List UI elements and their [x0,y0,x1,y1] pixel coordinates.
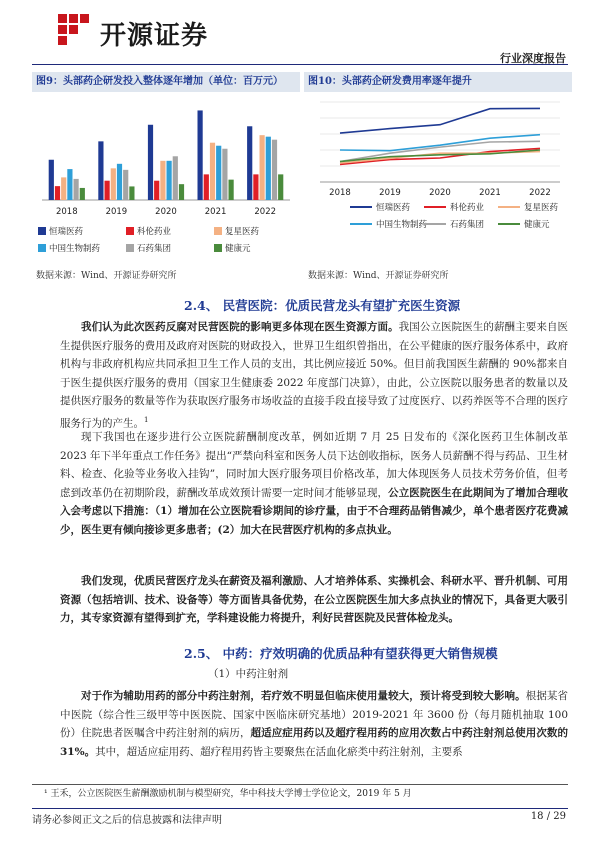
bar [167,161,172,200]
x-tick-label: 2021 [204,207,227,217]
legend-label: 健康元 [225,244,251,254]
header-rule [32,64,568,65]
bar [74,179,79,200]
paragraph-1 [60,318,568,433]
bar [105,181,110,200]
bar [173,156,178,200]
bar [210,143,215,200]
bar [229,180,234,200]
bar [67,169,72,200]
paragraph-4-lead: 对于作为辅助用药的部分中药注射剂，若疗效不明显但临床使用量较大，预计将受到较大影响。 [81,690,526,702]
paragraph-1-body: 我国公立医院医生的薪酬主要来自医生提供医疗服务的费用及政府对医院的财政投入，世界卫生组织曾指出，在公平健康的医疗服务体系中，政府机构与非政府机构应共同承担卫生工作人员的支出，其比例应接近 50%。但目前我国医生薪酬的 90%都来自于医生提供医疗服务的费用（国家卫生健康委 2022 年度部门决算），由此，公立医院以服务患者的数量以及提供医疗服务的数量等作为获取医疗服务市场收益的直接手段直接导致了过度医疗、以药养医等不合理的医疗服务行为的产生。 [60,321,569,429]
logo-mark-icon [58,14,89,45]
legend-label: 科伦药业 [137,227,172,237]
legend-swatch [38,244,46,252]
legend-label: 石药集团 [450,220,485,230]
paragraph-4-tail: 其中，超适应症用药、超疗程用药皆主要聚焦在活血化瘀类中药注射剂，主要系 [95,745,463,758]
series-line [340,108,540,133]
x-tick-label: 2022 [254,207,277,217]
paragraph-4-body: 根据某省中医院（综合性三级甲等中医医院、国家中医临床研究基地）2019-2021 年 3600 份（每月随机抽取 100 份）住院患者医嘱含中药注射剂的病历， [60,690,568,739]
x-tick-label: 2018 [55,207,78,217]
bar [98,141,103,200]
legend-swatch [38,227,46,235]
bar [222,149,227,200]
x-tick-label: 2019 [379,188,401,198]
legend-swatch [214,227,222,235]
report-type: 行业深度报告 [500,52,566,65]
paragraph-2 [60,428,568,539]
rd-ratio-line-chart [304,94,568,264]
legend-label: 石药集团 [137,244,172,254]
paragraph-4-emphasis: 超适应症用药以及超疗程用药的应用次数占中药注射剂总使用次数的 31%。 [60,727,568,758]
legend-label: 科伦药业 [450,203,485,213]
bar [160,161,165,200]
bar [80,188,85,200]
x-tick-label: 2018 [329,188,351,198]
footnote-ref: 1 [144,415,149,424]
x-tick-label: 2020 [429,188,451,198]
legend-swatch [126,227,134,235]
bar [253,174,258,200]
source-left: 数据来源：Wind、开源证券研究所 [36,271,177,281]
legend-label: 中国生物制药 [49,244,101,254]
legend-label: 复星医药 [225,227,260,237]
legend-label: 健康元 [524,220,550,230]
bar [278,174,283,200]
section-heading-2-5: 2.5、 中药：疗效明确的优质品种有望获得更大销售规模 [184,646,498,661]
legend-label: 中国生物制药 [376,220,428,230]
bar [111,168,116,200]
bar [204,174,209,200]
bar [198,110,203,200]
paragraph-2-emphasis: 公立医院医生在此期间为了增加合理收入会考虑以下措施：（1）增加在公立医院看诊期间的诊疗量，由于不合理药品销售减少，单个患者医疗花费减少，医生更有倾向接诊更多患者；(2）加大在民营医疗机构的多点执业。 [60,486,569,536]
bar [129,186,134,200]
rd-spend-bar-chart [32,94,296,264]
bar [154,181,159,200]
bar [117,164,122,200]
legend-label: 恒瑞医药 [49,227,84,237]
footnote-rule [32,784,568,785]
x-tick-label: 2020 [155,207,177,217]
legend-label: 复星医药 [524,203,559,213]
bar [266,137,271,200]
bar [61,177,66,200]
legend-label: 恒瑞医药 [376,203,411,213]
bar [216,146,221,200]
x-tick-label: 2021 [479,188,501,198]
footnote: ¹ 王禾，公立医院医生薪酬激励机制与模型研究，华中科技大学博士学位论文，2019 年 5 月 [44,789,412,799]
footer-rule [32,808,568,809]
bar [179,184,184,200]
page-number: 18 / 29 [530,811,566,822]
fig9-title: 图9：头部药企研发投入整体逐年增加（单位：百万元） [32,72,300,92]
x-tick-label: 2019 [105,207,128,217]
paragraph-3-body: 我们发现，优质民营医疗龙头在薪资及福利激励、人才培养体系、实操机会、科研水平、晋升机制、可用资源（包括培训、技术、设备等）等方面皆具备优势，在公立医院医生加大多点执业的情况下，具备更大吸引力，其专家资源有望得到扩充，学科建设能力将提升，利好民营医院及民营体检龙头。 [60,575,568,624]
x-tick-label: 2022 [529,188,551,198]
company-name: 开源证券 [100,21,209,51]
bar [247,126,252,200]
bar [148,125,153,200]
paragraph-1-lead: 我们认为此次医药反腐对民营医院的影响更多体现在医生资源方面。 [81,321,399,333]
paragraph-3 [60,572,568,628]
footer-disclaimer: 请务必参阅正文之后的信息披露和法律声明 [32,815,222,826]
source-right: 数据来源：Wind、开源证券研究所 [308,271,449,281]
paragraph-2-body: 现下我国也在逐步进行公立医院薪酬制度改革，例如近期 7 月 25 日发布的《深化医药卫生体制改革 2023 年下半年重点工作任务》提出“严禁向科室和医务人员下达创收指标，医务人员薪酬不得与药品、卫生材料、检查、化验等业务收入挂钩”，同时加大医疗服务项目价格改革，加大体现医务人员技术劳务价值，但考虑到改革仍在初期阶段，薪酬改革成效预计需要一定时间才能够显现， [60,431,568,499]
bar [49,160,54,200]
bar [272,140,277,200]
bar [55,186,60,200]
section-heading-2-4: 2.4、 民营医院：优质民营龙头有望扩充医生资源 [184,298,461,313]
paragraph-4 [60,687,568,779]
bar [260,135,265,200]
legend-swatch [126,244,134,252]
fig10-title: 图10：头部药企研发费用率逐年提升 [304,72,572,92]
legend-swatch [214,244,222,252]
series-line [340,135,540,151]
bar [123,170,128,200]
subheading-tcm-injection: （1）中药注射剂 [208,668,289,680]
